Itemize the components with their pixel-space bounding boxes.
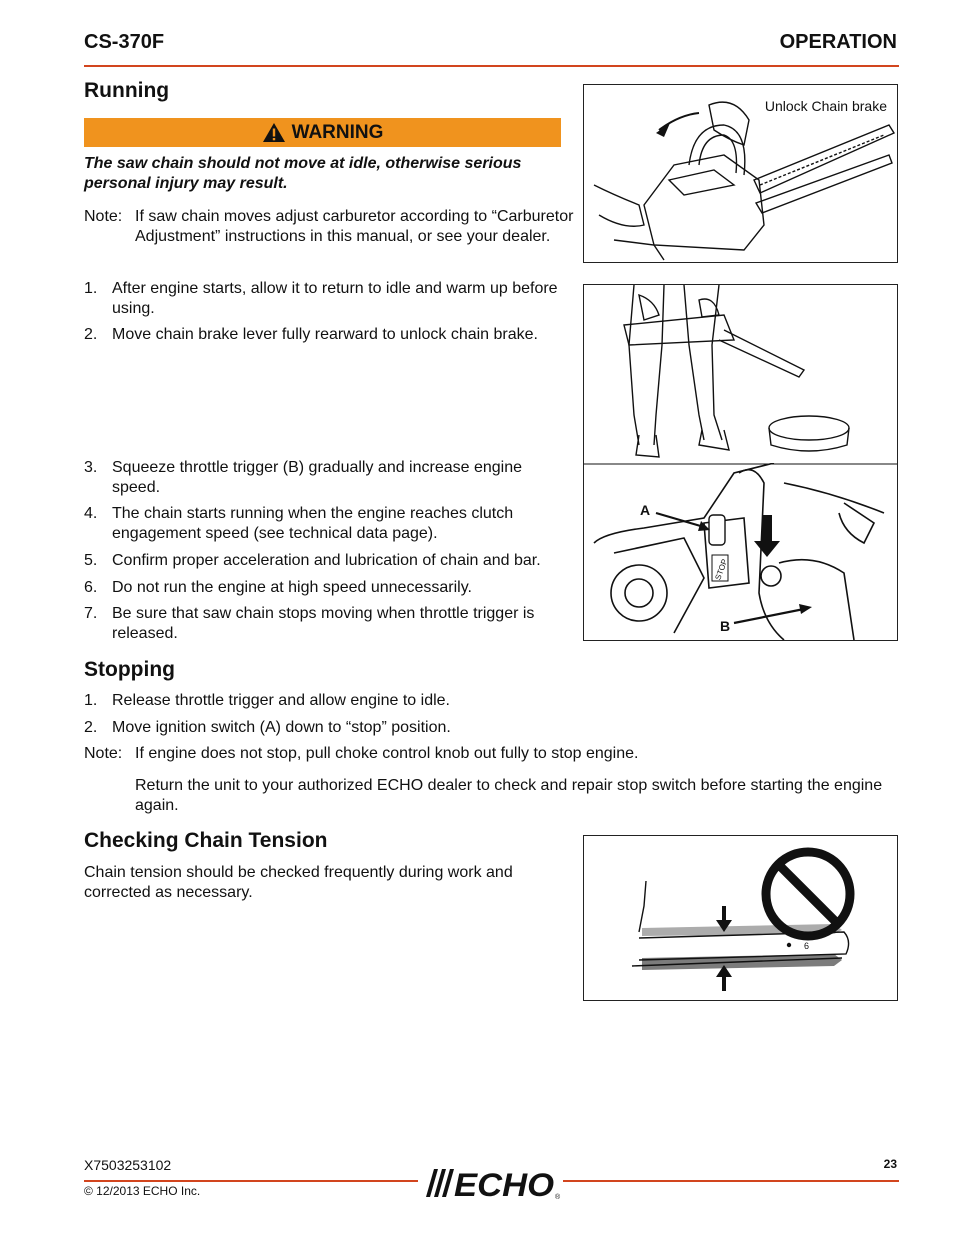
label-a: A — [640, 502, 651, 518]
step-text: Squeeze throttle trigger (B) gradually and increase engine speed. — [112, 459, 523, 496]
step-number: 6. — [84, 579, 98, 596]
label-b: B — [720, 618, 731, 634]
step-text: Move ignition switch (A) down to “stop” position. — [112, 719, 451, 736]
copyright: © 12/2013 ECHO Inc. — [84, 1184, 201, 1198]
echo-logo-mark — [420, 1165, 562, 1201]
figure-operator-stance — [583, 284, 898, 464]
echo-logo — [420, 1165, 562, 1201]
tension-text: Chain tension should be checked frequently during work and corrected as necessary. — [84, 864, 513, 901]
step-number: 4. — [84, 505, 98, 522]
step-text: After engine starts, allow it to return to idle and warm up before using. — [112, 280, 558, 317]
tension-heading: Checking Chain Tension — [84, 829, 328, 852]
logo-text: ECHO — [454, 1167, 555, 1201]
list-item — [84, 718, 564, 738]
warning-icon — [262, 122, 286, 143]
step-text: Move chain brake lever fully rearward to unlock chain brake. — [112, 326, 538, 343]
step-number: 3. — [84, 459, 98, 476]
step-number: 1. — [84, 280, 98, 297]
step-text: Be sure that saw chain stops moving when throttle trigger is released. — [112, 605, 535, 642]
figure-caption: Unlock Chain brake — [764, 98, 887, 114]
stopping-note — [84, 744, 899, 764]
step-text: Do not run the engine at high speed unnecessarily. — [112, 579, 472, 596]
note-label: Note: — [84, 745, 123, 762]
stopping-heading: Stopping — [84, 658, 175, 681]
running-heading: Running — [84, 79, 170, 102]
list-item — [84, 604, 564, 644]
operator-stance-illustration — [584, 285, 897, 464]
step-number: 2. — [84, 719, 98, 736]
svg-text:6: 6 — [804, 941, 810, 951]
footer-rule-left — [84, 1180, 418, 1182]
section-title: OPERATION — [779, 31, 897, 53]
figure-chain-tension — [583, 835, 898, 1001]
chain-tension-illustration — [584, 836, 897, 1000]
list-item — [84, 325, 574, 345]
warning-banner — [84, 118, 561, 147]
header-rule — [84, 65, 899, 67]
list-item — [84, 504, 564, 544]
step-number: 7. — [84, 605, 98, 622]
warning-label: WARNING — [291, 121, 384, 143]
step-text: Release throttle trigger and allow engine to idle. — [112, 692, 450, 709]
warning-text: The saw chain should not move at idle, otherwise serious personal injury may result. — [84, 155, 522, 192]
step-number: 2. — [84, 326, 98, 343]
note-label: Note: — [84, 208, 123, 225]
note-text: If engine does not stop, pull choke control knob out fully to stop engine. — [135, 745, 639, 762]
step-text: Confirm proper acceleration and lubrication of chain and bar. — [112, 552, 541, 569]
footer-rule-right — [563, 1180, 899, 1182]
figure-unlock-chain-brake — [583, 84, 898, 263]
chainsaw-brake-illustration — [584, 85, 897, 262]
list-item — [84, 458, 564, 498]
stop-label: STOP — [713, 557, 730, 582]
step-number: 1. — [84, 692, 98, 709]
running-note — [84, 207, 574, 247]
list-item — [84, 578, 564, 598]
step-number: 5. — [84, 552, 98, 569]
figure-trigger-switch — [583, 463, 898, 641]
list-item — [84, 691, 564, 711]
stopping-note-continued: Return the unit to your authorized ECHO dealer to check and repair stop switch before starting the engine again. — [135, 777, 883, 814]
list-item — [84, 279, 564, 319]
note-text: If saw chain moves adjust carburetor according to “Carburetor Adjustment” instructions in this manual, or see your dealer. — [135, 208, 574, 245]
part-number: X7503253102 — [84, 1157, 172, 1173]
trigger-switch-illustration — [584, 463, 897, 640]
list-item — [84, 551, 579, 571]
step-text: The chain starts running when the engine reaches clutch engagement speed (see technical data page). — [112, 505, 514, 542]
model-name: CS-370F — [84, 31, 165, 53]
svg-text:®: ® — [555, 1194, 561, 1201]
page-number: 23 — [883, 1157, 897, 1171]
